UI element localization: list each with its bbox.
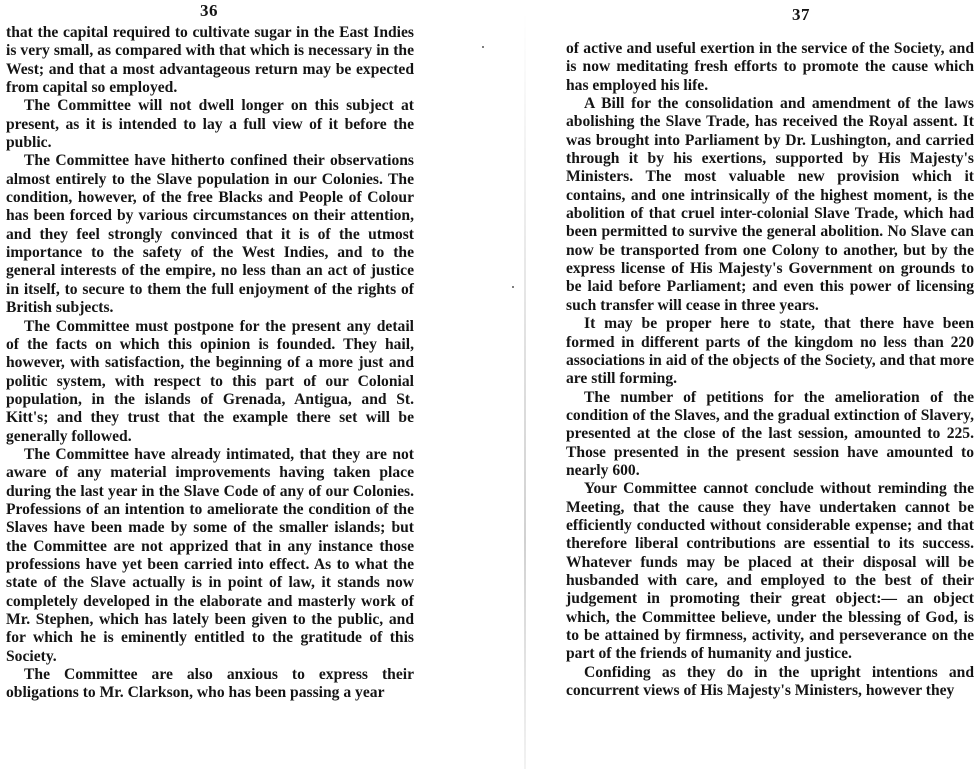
paragraph: that the capital required to cultivate sugar in the East Indies is very small, as compared with that which is necessary in the West; and that a most advantageous return may be expected from capital so employed. — [6, 24, 414, 97]
paragraph: The Committee are also anxious to express their obligations to Mr. Clarkson, who has been passing a year — [6, 666, 414, 702]
paragraph: Confiding as they do in the upright intentions and concurrent views of His Majesty's Ministers, however they — [566, 663, 974, 700]
left-page-text — [6, 24, 414, 703]
paper-speck — [482, 46, 484, 48]
paragraph: Your Committee cannot conclude without reminding the Meeting, that the cause they have undertaken cannot be efficiently conducted without considerable expense; and that therefore liberal contributions are essential to its success. Whatever funds may be placed at their disposal will be husbanded with care, and employed to the best of their judgement in promoting their great object:— an object which, the Committee believe, under the blessing of God, is to be attained by firmness, activity, and perseverance on the part of the friends of humanity and justice. — [566, 480, 974, 663]
paragraph: The number of petitions for the amelioration of the condition of the Slaves, and the gradual extinction of Slavery, presented at the close of the last session, amounted to 225. Those presented in the present session have amounted to nearly 600. — [566, 388, 974, 479]
paragraph: The Committee will not dwell longer on this subject at present, as it is intended to lay a full view of it before the public. — [6, 97, 414, 152]
paragraph: The Committee have hitherto confined their observations almost entirely to the Slave population in our Colonies. The condition, however, of the free Blacks and People of Colour has been forced by various circumstances on their attention, and they feel strongly convinced that it is of the utmost importance to the safety of the West Indies, and to the general interests of the empire, no less than an act of justice in itself, to secure to them the full enjoyment of the rights of British subjects. — [6, 152, 414, 317]
paragraph: The Committee have already intimated, that they are not aware of any material improvements having taken place during the last year in the Slave Code of any of our Colonies. Professions of an intention to ameliorate the condition of the Slaves have been made by some of the smaller islands; but the Committee are not apprized that in any instance those professions have yet been carried into effect. As to what the state of the Slave actually is in point of law, it stands now completely developed in the elaborate and masterly work of Mr. Stephen, which has lately been given to the public, and for which he is eminently entitled to the gratitude of this Society. — [6, 445, 414, 665]
page-number-right: 37 — [792, 5, 810, 24]
page-number-left: 36 — [200, 1, 218, 20]
paragraph: of active and useful exertion in the service of the Society, and is now meditating fresh efforts to promote the cause which has employed his life. — [566, 40, 974, 94]
right-page-text — [566, 40, 974, 700]
paragraph: It may be proper here to state, that there have been formed in different parts of the kingdom no less than 220 associations in aid of the objects of the Society, and that more are still forming. — [566, 315, 974, 388]
paragraph: A Bill for the consolidation and amendment of the laws abolishing the Slave Trade, has received the Royal assent. It was brought into Parliament by Dr. Lushington, and carried through it by his exertions, supported by His Majesty's Ministers. The most valuable new provision which it contains, and one intrinsically of the highest moment, is the abolition of that cruel inter-colonial Slave Trade, which had been permitted to survive the general abolition. No Slave can now be transported from one Colony to another, but by the express license of His Majesty's Government on grounds to be laid before Parliament; and even this power of licensing such transfer will cease in three years. — [566, 95, 974, 314]
paragraph: The Committee must postpone for the present any detail of the facts on which this opinion is founded. They hail, however, with satisfaction, the beginning of a more just and politic system, with respect to this part of our Colonial population, in the islands of Grenada, Antigua, and St. Kitt's; and they trust that the example there set will be generally followed. — [6, 317, 414, 445]
